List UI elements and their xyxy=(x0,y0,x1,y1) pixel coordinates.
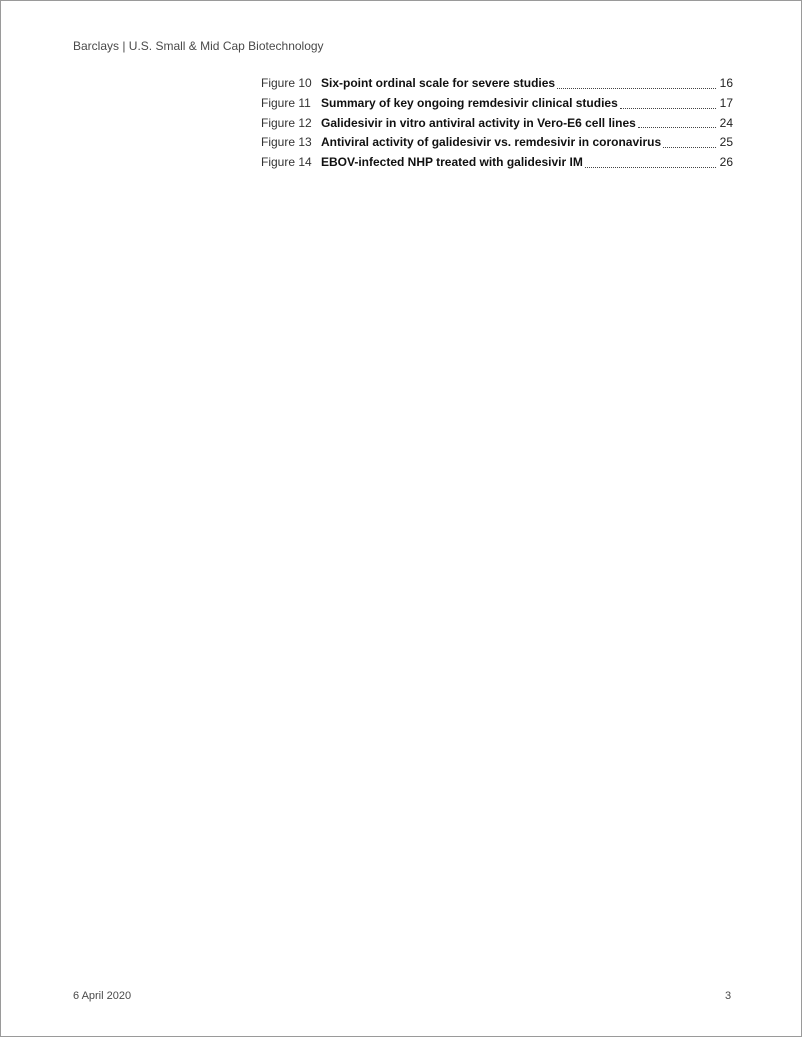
toc-entry[interactable] xyxy=(261,155,733,175)
figure-label: Figure 12 xyxy=(261,115,312,130)
figure-label: Figure 14 xyxy=(261,155,312,170)
figure-page-number: 16 xyxy=(719,76,733,90)
toc-entry[interactable] xyxy=(261,135,733,155)
figure-title: Galidesivir in vitro antiviral activity in Vero-E6 cell lines xyxy=(321,115,636,130)
figure-label: Figure 13 xyxy=(261,135,312,150)
dot-leader xyxy=(620,108,716,109)
toc-entry[interactable] xyxy=(261,116,733,136)
figure-title: Six-point ordinal scale for severe studies xyxy=(321,76,556,90)
figure-label: Figure 10 xyxy=(261,76,312,90)
footer-date: 6 April 2020 xyxy=(73,990,132,1002)
toc-entry[interactable] xyxy=(261,96,733,116)
toc-entry[interactable] xyxy=(261,76,733,96)
figure-title: EBOV-infected NHP treated with galidesivir IM xyxy=(321,155,583,170)
figure-page-number: 26 xyxy=(719,155,733,170)
dot-leader xyxy=(557,88,716,89)
figure-page-number: 17 xyxy=(719,95,733,110)
dot-leader xyxy=(585,167,716,168)
figure-page-number: 24 xyxy=(719,115,733,130)
figure-page-number: 25 xyxy=(719,135,733,150)
figure-title: Summary of key ongoing remdesivir clinical studies xyxy=(321,95,618,110)
running-header: Barclays | U.S. Small & Mid Cap Biotechnology xyxy=(73,39,324,53)
list-of-figures xyxy=(261,76,733,175)
figure-title: Antiviral activity of galidesivir vs. remdesivir in coronavirus xyxy=(321,135,662,150)
footer-page-number: 3 xyxy=(725,990,732,1002)
dot-leader xyxy=(638,127,716,128)
dot-leader xyxy=(663,147,716,148)
figure-label: Figure 11 xyxy=(261,95,311,110)
